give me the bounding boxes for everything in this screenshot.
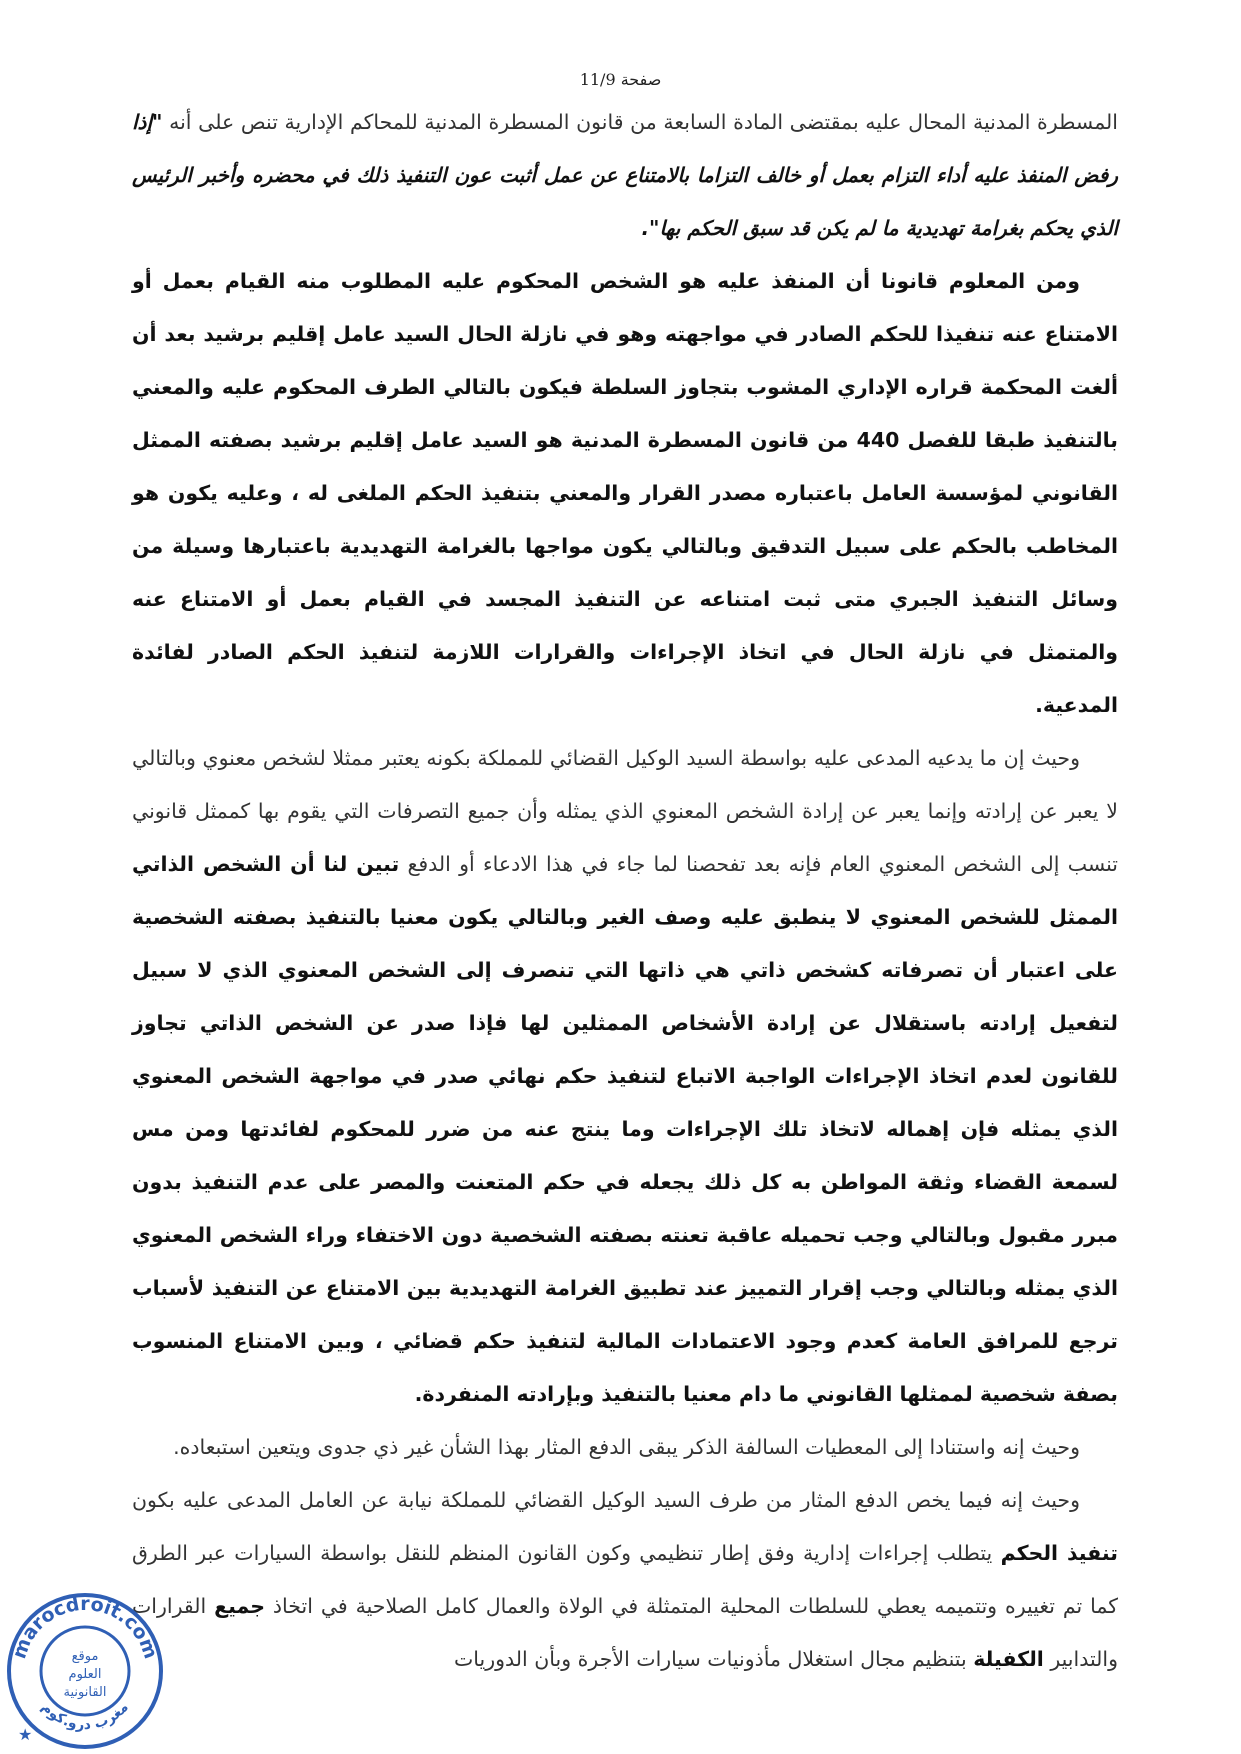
paragraph-5-text-d: بتنظيم مجال استغلال مأذونيات سيارات الأجرة وبأن الدوريات (453, 1647, 974, 1671)
paragraph-5 (132, 1474, 1118, 1686)
paragraph-1-text: المسطرة المدنية المحال عليه بمقتضى المادة السابعة من قانون المسطرة المدنية للمحاكم الإدارية تنص على أنه (162, 110, 1118, 134)
paragraph-5-text-b: يتطلب إجراءات إدارية وفق إطار تنظيمي وكون القانون المنظم للنقل بواسطة السيارات عبر الطرق كما تم تغييره وتتميمه يعطي للسلطات المحلية المتمثلة في الولاة والعمال كامل الصلاحية في اتخاذ (132, 1541, 1119, 1618)
paragraph-5-bold-a: تنفيذ الحكم (1000, 1541, 1118, 1565)
paragraph-4: وحيث إنه واستنادا إلى المعطيات السالفة الذكر يبقى الدفع المثار بهذا الشأن غير ذي جدوى ويتعين استبعاده. (173, 1435, 1080, 1459)
paragraph-3-bold: تبين لنا أن الشخص الذاتي الممثل للشخص المعنوي لا ينطبق عليه وصف الغير وبالتالي يكون معنيا بالتنفيذ بصفته الشخصية على اعتبار أن تصرفاته كشخص ذاتي هي ذاتها التي تنصرف إلى الشخص المعنوي الذي لا سبيل لتفعيل إرادته باستقلال عن إرادة الأشخاص الممثلين لها فإذا صدر عن الشخص الذاتي تجاوز للقانون لعدم اتخاذ الإجراءات الواجبة الاتباع لتنفيذ حكم نهائي صدر في مواجهة الشخص المعنوي الذي يمثله فإن إهماله لاتخاذ تلك الإجراءات وما ينتج عنه من ضرر للمحكوم لفائدتها ومن مس لسمعة القضاء وثقة المواطن به كل ذلك يجعله في حكم المتعنت والمصر على عدم التنفيذ بدون مبرر مقبول وبالتالي وجب تحميله عاقبة تعنته بصفته الشخصية دون الاختفاء وراء الشخص المعنوي الذي يمثله وبالتالي وجب إقرار التمييز عند تطبيق الغرامة التهديدية بين الامتناع عن التنفيذ لأسباب ترجع للمرافق العامة كعدم وجود الاعتمادات المالية لتنفيذ حكم قضائي ، وبين الامتناع المنسوب بصفة شخصية لممثلها القانوني ما دام معنيا بالتنفيذ وبإرادته المنفردة. (132, 852, 1118, 1406)
document-body (132, 96, 1118, 1686)
paragraph-5-bold-b: جميع (214, 1594, 266, 1618)
stamp-inner-text-1: موقع (71, 1649, 99, 1664)
stamp-url-text: marocdroit.com (8, 1593, 162, 1662)
stamp-inner-text-2: العلوم (68, 1667, 102, 1682)
paragraph-1-quote: "إذا رفض المنفذ عليه أداء التزام بعمل أو خالف التزاما بالامتناع عن عمل أثبت عون التنفيذ ذلك في محضره وأخبر الرئيس الذي يحكم بغرامة تهديدية ما لم يكن قد سبق الحكم بها". (132, 110, 1118, 240)
paragraph-5-text-a: وحيث إنه فيما يخص الدفع المثار من طرف السيد الوكيل القضائي للمملكة نيابة عن العامل المدعى عليه بكون (132, 1488, 1080, 1512)
paragraph-3 (132, 732, 1118, 1421)
paragraph-3-text: وحيث إن ما يدعيه المدعى عليه بواسطة السيد الوكيل القضائي للمملكة بكونه يعتبر ممثلا لشخص معنوي وبالتالي لا يعبر عن إرادته وإنما يعبر عن إرادة الشخص المعنوي الذي يمثله وأن جميع التصرفات التي يقوم بها كممثل قانوني تنسب إلى الشخص المعنوي العام فإنه بعد تفحصنا لما جاء في هذا الادعاء أو الدفع (132, 746, 1119, 876)
stamp-inner-text-3: القانونية (63, 1685, 107, 1700)
paragraph-2: ومن المعلوم قانونا أن المنفذ عليه هو الشخص المحكوم عليه المطلوب منه القيام بعمل أو الامتناع عنه تنفيذا للحكم الصادر في مواجهته وهو في نازلة الحال السيد عامل إقليم برشيد بعد أن ألغت المحكمة قراره الإداري المشوب بتجاوز السلطة فيكون بالتالي الطرف المحكوم عليه والمعني بالتنفيذ طبقا للفصل 440 من قانون المسطرة المدنية هو السيد عامل إقليم برشيد بصفته الممثل القانوني لمؤسسة العامل باعتباره مصدر القرار والمعني بتنفيذ الحكم الملغى له ، وعليه يكون هو المخاطب بالحكم على سبيل التدقيق وبالتالي يكون مواجها بالغرامة التهديدية باعتبارها وسيلة من وسائل التنفيذ الجبري متى ثبت امتناعه عن التنفيذ المجسد في القيام بعمل أو الامتناع عنه والمتمثل في نازلة الحال في اتخاذ الإجراءات والقرارات اللازمة لتنفيذ الحكم الصادر لفائدة المدعية. (132, 269, 1118, 717)
stamp-star-icon: ★ (18, 1725, 33, 1744)
paragraph-1 (132, 96, 1118, 255)
page-number: صفحة 11/9 (579, 70, 662, 89)
paragraph-5-text-c: القرارات والتدابير (132, 1594, 1118, 1671)
stamp-bottom-text: مغرب درو.كوم (38, 1699, 132, 1734)
paragraph-5-bold-c: الكفيلة (973, 1647, 1044, 1671)
marocdroit-stamp (4, 1590, 166, 1752)
